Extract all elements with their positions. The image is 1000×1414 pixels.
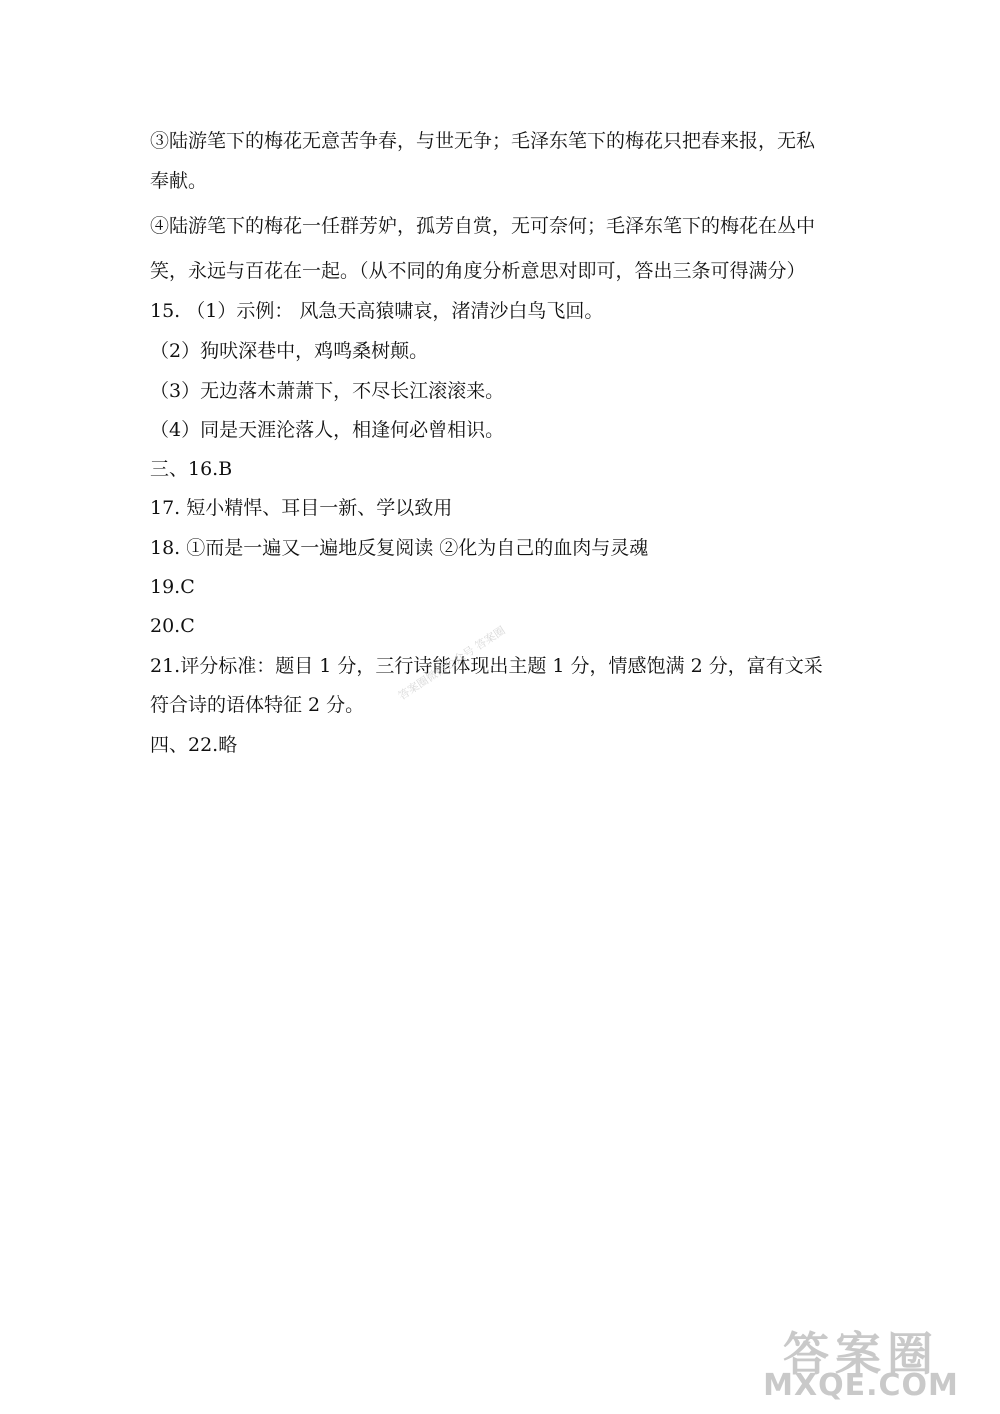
answer-line-15-1: 15. （1）示例： 风急天高猿啸哀，渚清沙白鸟飞回。	[150, 300, 604, 322]
answer-line-15-2: （2）狗吠深巷中，鸡鸣桑树颠。	[150, 340, 429, 362]
answer-line-14-4a: ④陆游笔下的梅花一任群芳妒，孤芳自赏，无可奈何；毛泽东笔下的梅花在丛中	[150, 215, 816, 237]
answer-line-15-3: （3）无边落木萧萧下，不尽长江滚滚来。	[150, 380, 505, 402]
answer-line-16: 三、16.B	[150, 458, 233, 480]
answer-line-22: 四、22.略	[150, 734, 238, 756]
answer-line-14-3b: 奉献。	[150, 170, 208, 192]
logo-url: MXQE.COM	[763, 1368, 959, 1403]
answer-line-14-4b: 笑，永远与百花在一起。（从不同的角度分析意思对即可，答出三条可得满分）	[150, 260, 806, 282]
answer-line-18: 18. ①而是一遍又一遍地反复阅读 ②化为自己的血肉与灵魂	[150, 537, 649, 559]
answer-line-20: 20.C	[150, 615, 195, 637]
site-logo-watermark	[736, 1318, 986, 1404]
answer-line-17: 17. 短小精悍、耳目一新、学以致用	[150, 497, 453, 519]
answer-line-21b: 符合诗的语体特征 2 分。	[150, 694, 365, 716]
answer-line-15-4: （4）同是天涯沦落人，相逢何必曾相识。	[150, 419, 505, 441]
answer-line-19: 19.C	[150, 576, 195, 598]
answer-line-14-3a: ③陆游笔下的梅花无意苦争春，与世无争；毛泽东笔下的梅花只把春来报，无私	[150, 130, 816, 152]
diagonal-watermark: 答案圈微信公众号 答案圈	[396, 623, 508, 703]
logo-glyphs: 答案圈	[783, 1327, 939, 1381]
answer-line-21a: 21.评分标准：题目 1 分，三行诗能体现出主题 1 分，情感饱满 2 分，富有文采	[150, 655, 823, 677]
